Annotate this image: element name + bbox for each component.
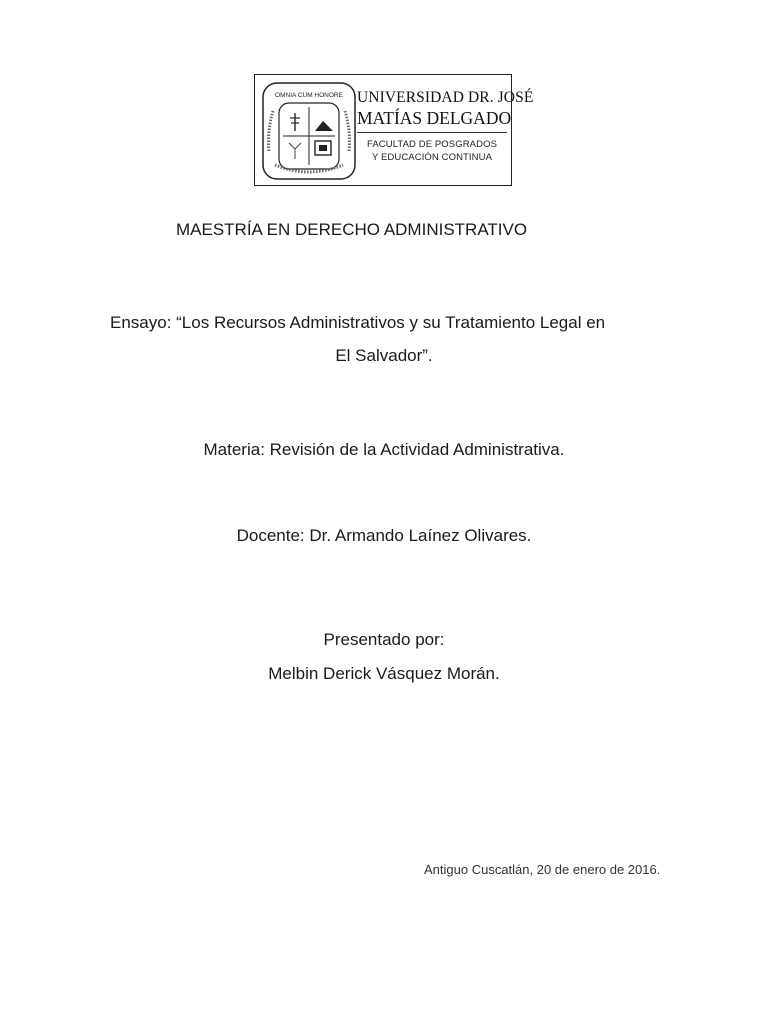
program-title: MAESTRÍA EN DERECHO ADMINISTRATIVO: [176, 220, 528, 239]
essay-title-line1: Ensayo: “Los Recursos Administrativos y su Tratamiento Legal en: [110, 313, 606, 332]
logo-divider: [357, 132, 507, 133]
subject-line: Materia: Revisión de la Actividad Administrativa.: [203, 440, 565, 459]
faculty-name-line1: FACULTAD DE POSGRADOS: [366, 139, 498, 150]
essay-title-line2: El Salvador”.: [335, 346, 433, 365]
crest-motto: OMNIA CUM HONORE: [275, 92, 343, 99]
place-and-date: Antiguo Cuscatlán, 20 de enero de 2016.: [424, 862, 661, 877]
university-name-line1: UNIVERSIDAD DR. JOSÉ: [357, 89, 534, 106]
presented-by-label: Presentado por:: [323, 630, 445, 649]
university-logo: [254, 74, 534, 186]
author-name: Melbin Derick Vásquez Morán.: [268, 664, 500, 683]
university-crest-icon: [261, 81, 357, 181]
teacher-line: Docente: Dr. Armando Laínez Olivares.: [236, 526, 532, 545]
university-name-line2: MATÍAS DELGADO: [357, 108, 512, 128]
faculty-name-line2: Y EDUCACIÓN CONTINUA: [371, 152, 493, 163]
